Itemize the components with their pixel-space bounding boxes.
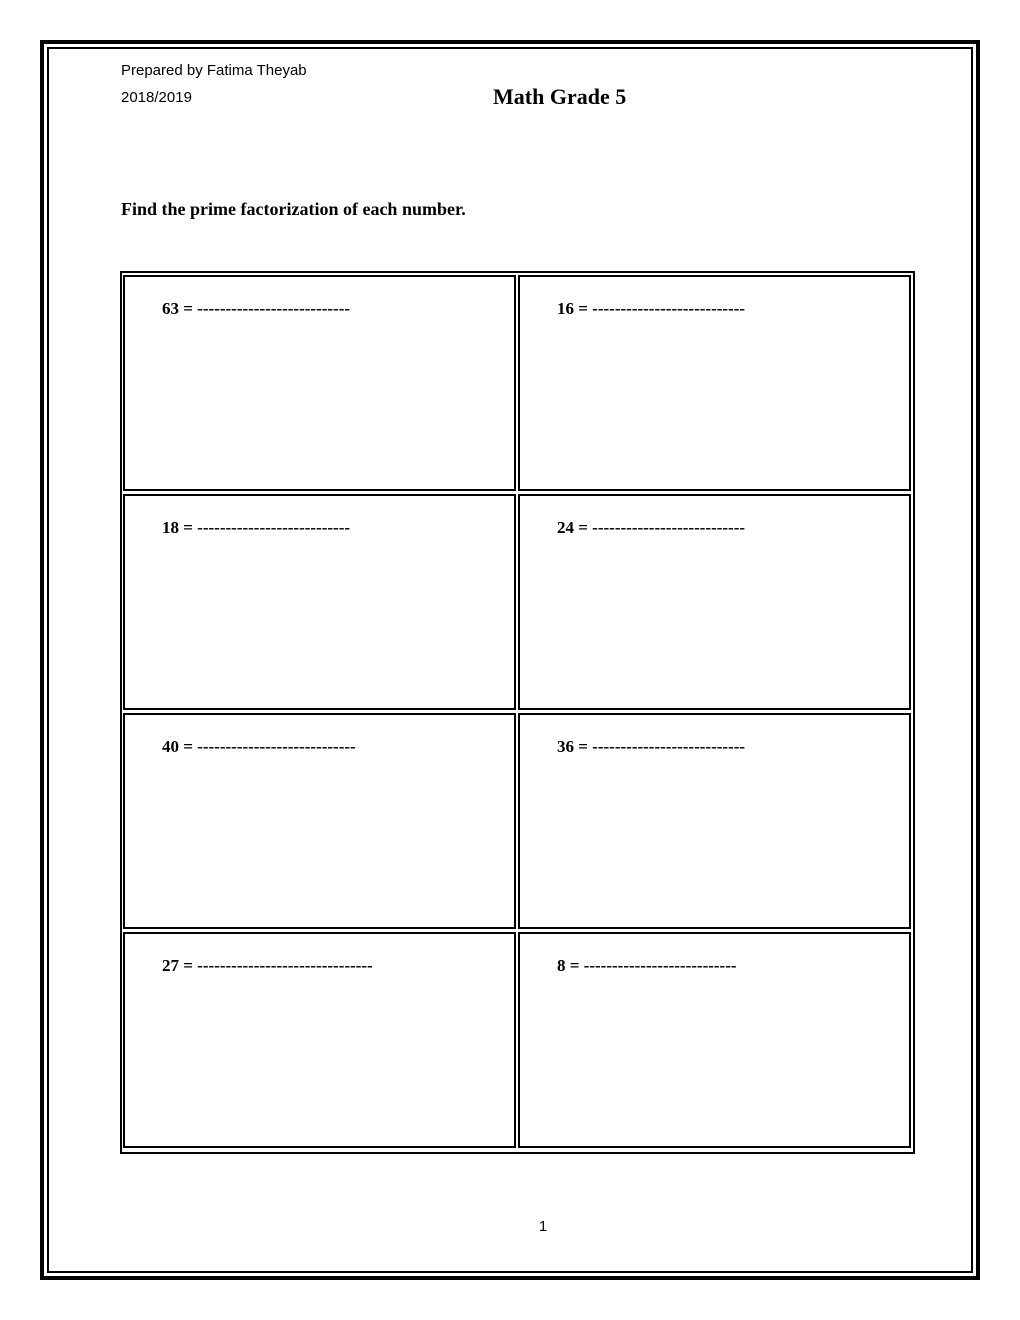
instruction-text: Find the prime factorization of each number.: [121, 199, 466, 219]
problem-text: 18 = ---------------------------: [162, 518, 351, 537]
problem-cell: [518, 275, 911, 491]
problem-cell: [123, 713, 516, 929]
problem-cell: [518, 932, 911, 1148]
page-title: Math Grade 5: [493, 84, 627, 109]
page-number: 1: [538, 1218, 548, 1235]
problem-text: 8 = ---------------------------: [557, 956, 737, 975]
problem-text: 63 = ---------------------------: [162, 299, 351, 318]
problem-text: 40 = ----------------------------: [162, 737, 356, 756]
problem-cell: [518, 713, 911, 929]
problem-text: 16 = ---------------------------: [557, 299, 746, 318]
problem-cell: [123, 494, 516, 710]
problem-cell: [518, 494, 911, 710]
problem-text: 24 = ---------------------------: [557, 518, 746, 537]
problem-cell: [123, 275, 516, 491]
problem-text: 36 = ---------------------------: [557, 737, 746, 756]
school-year: 2018/2019: [121, 89, 192, 106]
prepared-by-text: Prepared by Fatima Theyab: [121, 62, 307, 79]
problem-cell: [123, 932, 516, 1148]
problem-text: 27 = -------------------------------: [162, 956, 373, 975]
